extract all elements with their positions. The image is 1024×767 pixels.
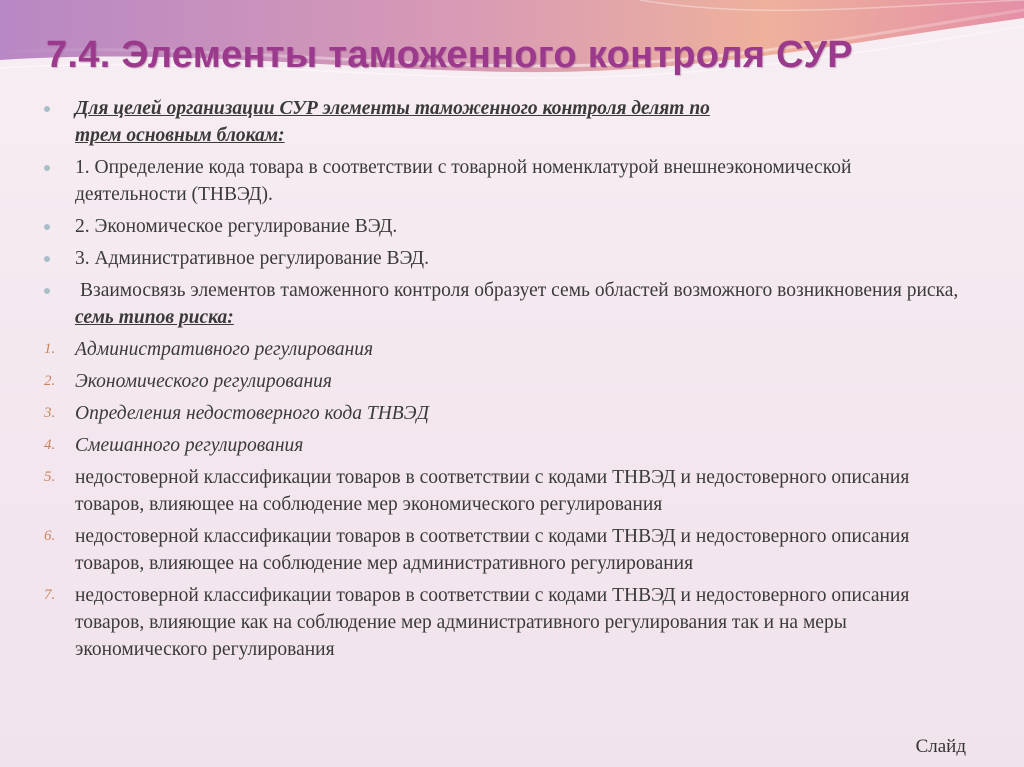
intro-bullet bbox=[44, 95, 964, 149]
list-number: 7. bbox=[44, 587, 56, 603]
risk-type-item bbox=[44, 400, 964, 427]
block-bullet bbox=[44, 154, 964, 208]
list-number: 5. bbox=[44, 469, 56, 485]
risk-type-text: недостоверной классификации товаров в соответствии с кодами ТНВЭД и недостоверного описания товаров, влияющее на соблюдение мер экономического регулирования bbox=[75, 467, 910, 515]
slide-title: 7.4. Элементы таможенного контроля СУР bbox=[46, 34, 853, 76]
relation-emphasis: семь типов риска: bbox=[75, 307, 234, 328]
block-text: 2. Экономическое регулирование ВЭД. bbox=[75, 216, 398, 237]
block-text: 1. Определение кода товара в соответствии с товарной номенклатурой внешнеэкономической деятельности (ТНВЭД). bbox=[75, 157, 852, 205]
intro-text-line1: Для целей организации СУР элементы таможенного контроля делят по bbox=[75, 98, 710, 119]
risk-type-item bbox=[44, 523, 964, 577]
risk-type-text: Определения недостоверного кода ТНВЭД bbox=[75, 403, 429, 424]
risk-type-item bbox=[44, 582, 964, 663]
bullet-dot-icon bbox=[44, 224, 50, 230]
list-number: 4. bbox=[44, 437, 56, 453]
list-number: 2. bbox=[44, 373, 56, 389]
risk-type-text: недостоверной классификации товаров в соответствии с кодами ТНВЭД и недостоверного описания товаров, влияющее на соблюдение мер административного регулирования bbox=[75, 526, 910, 574]
block-bullet bbox=[44, 213, 964, 240]
bullet-dot-icon bbox=[44, 106, 50, 112]
list-number: 3. bbox=[44, 405, 56, 421]
slide-body bbox=[44, 95, 964, 668]
risk-type-item bbox=[44, 432, 964, 459]
bullet-dot-icon bbox=[44, 288, 50, 294]
intro-text-line2: трем основным блокам: bbox=[75, 125, 285, 146]
risk-type-text: недостоверной классификации товаров в соответствии с кодами ТНВЭД и недостоверного описания товаров, влияющие как на соблюдение мер административного регулирования так и на меры экономического регулирования bbox=[75, 585, 910, 660]
risk-type-item bbox=[44, 464, 964, 518]
list-number: 6. bbox=[44, 528, 56, 544]
list-number: 1. bbox=[44, 341, 56, 357]
bullet-dot-icon bbox=[44, 165, 50, 171]
block-text: 3. Административное регулирование ВЭД. bbox=[75, 248, 429, 269]
slide-footer-label: Слайд bbox=[915, 736, 966, 757]
relation-text: Взаимосвязь элементов таможенного контроля образует семь областей возможного возникновения риска, bbox=[80, 280, 959, 301]
relation-bullet bbox=[44, 277, 964, 331]
block-bullet bbox=[44, 245, 964, 272]
risk-type-text: Смешанного регулирования bbox=[75, 435, 304, 456]
risk-type-item bbox=[44, 368, 964, 395]
risk-type-text: Экономического регулирования bbox=[75, 371, 332, 392]
risk-type-item bbox=[44, 336, 964, 363]
bullet-dot-icon bbox=[44, 256, 50, 262]
risk-type-text: Административного регулирования bbox=[75, 339, 374, 360]
